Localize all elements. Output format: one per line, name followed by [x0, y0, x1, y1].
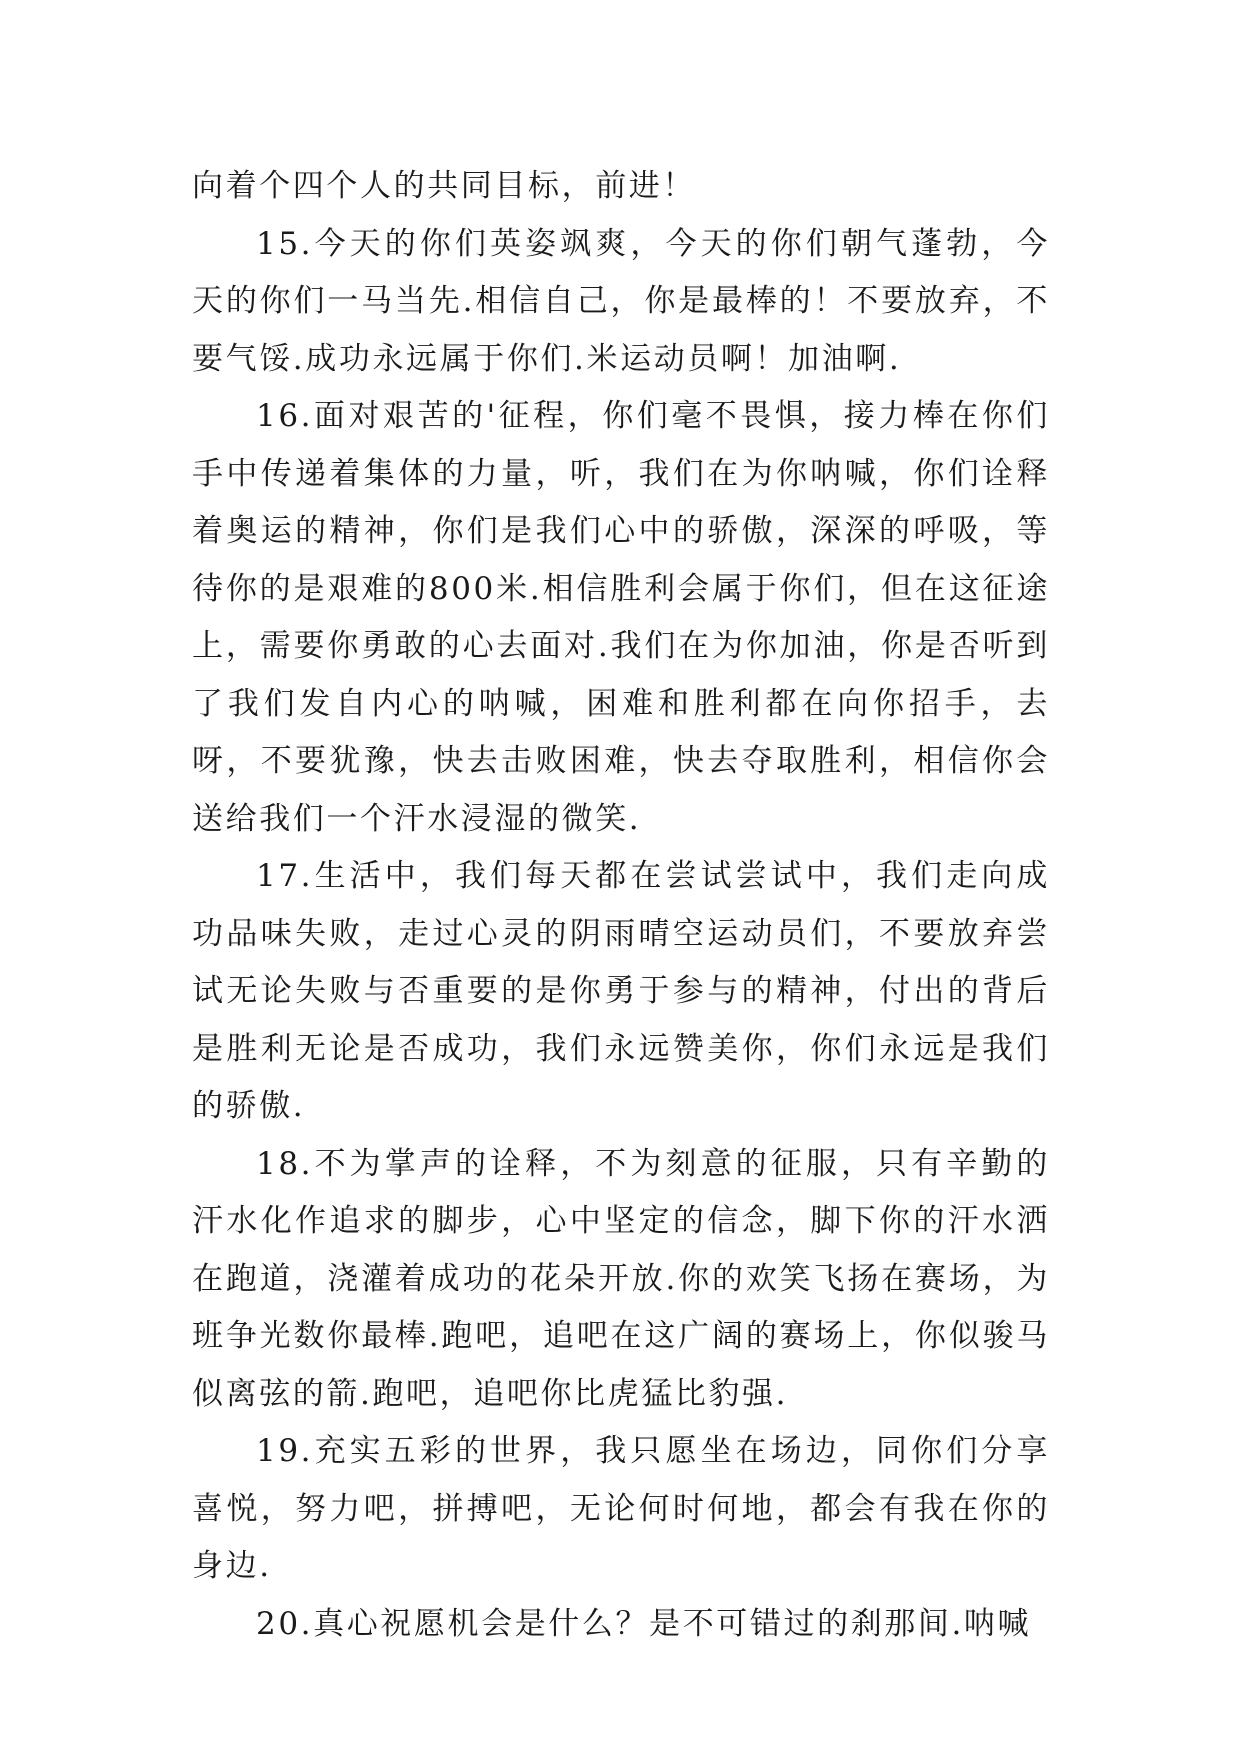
paragraph-15: 15.今天的你们英姿飒爽，今天的你们朝气蓬勃，今天的你们一马当先.相信自己，你是最棒的！不要放弃，不要气馁.成功永远属于你们.米运动员啊！加油啊. — [192, 225, 1050, 377]
paragraph-20: 20.真心祝愿机会是什么？是不可错过的刹那间.呐喊 — [256, 1605, 1032, 1642]
document-body — [192, 158, 1050, 1653]
paragraph-continuation: 向着个四个人的共同目标，前进！ — [192, 168, 696, 204]
paragraph-19: 19.充实五彩的世界，我只愿坐在场边，同你们分享喜悦，努力吧，拼搏吧，无论何时何地，都会有我在你的身边. — [192, 1433, 1050, 1584]
paragraph-16: 16.面对艰苦的'征程，你们毫不畏惧，接力棒在你们手中传递着集体的力量，听，我们在为你呐喊，你们诠释着奥运的精神，你们是我们心中的骄傲，深深的呼吸，等待你的是艰难的800米.相信胜利会属于你们，但在这征途上，需要你勇敢的心去面对.我们在为你加油，你是否听到了我们发自内心的呐喊，困难和胜利都在向你招手，去呀，不要犹豫，快去击败困难，快去夺取胜利，相信你会送给我们一个汗水浸湿的微笑. — [192, 398, 1050, 837]
paragraph-18: 18.不为掌声的诠释，不为刻意的征服，只有辛勤的汗水化作追求的脚步，心中坚定的信念，脚下你的汗水洒在跑道，浇灌着成功的花朵开放.你的欢笑飞扬在赛场，为班争光数你最棒.跑吧，追吧在这广阔的赛场上，你似骏马似离弦的箭.跑吧，追吧你比虎猛比豹强. — [192, 1145, 1050, 1412]
paragraph-17: 17.生活中，我们每天都在尝试尝试中，我们走向成功品味失败，走过心灵的阴雨晴空运动员们，不要放弃尝试无论失败与否重要的是你勇于参与的精神，付出的背后是胜利无论是否成功，我们永远赞美你，你们永远是我们的骄傲. — [192, 858, 1050, 1124]
